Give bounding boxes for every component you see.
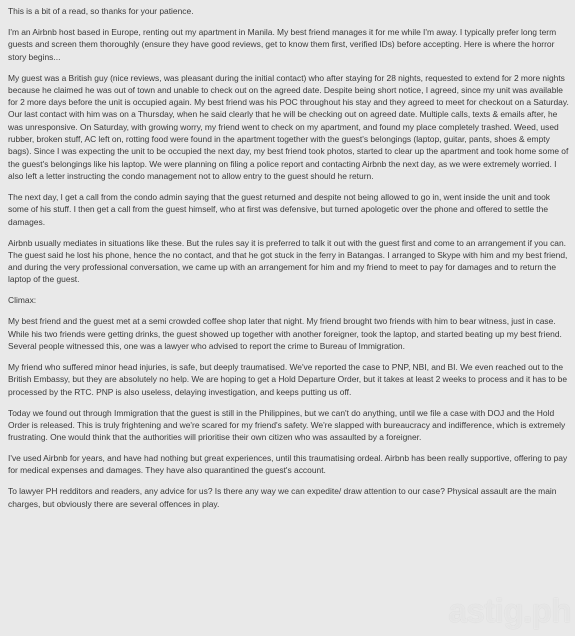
condo-call-paragraph: The next day, I get a call from the condo admin saying that the guest returned and despite not being allowed to go in, went inside the unit and took some of his stuff. I then get a call from the guest himself, who at first was defensive, but turned apologetic over the phone and offered to settle the damages.: [8, 191, 550, 227]
story-paragraph: My guest was a British guy (nice reviews, was pleasant during the initial contact) who after staying for 28 nights, requested to extend for 2 more nights because he claimed he was out of town and unable to check out on the agreed date. Despite being short notice, I agreed, since my unit was available for 2 more days before the unit is occupied again. My best friend was his POC throughout his stay and they agreed to meet for checkout on a Saturday. Our last contact with him was on a Thursday, when he said clearly that he will be checking out on agreed date. Multiple calls, texts & emails after, he was unresponsive. On Saturday, with growing worry, my friend went to check on my apartment, and found my place completely trashed. Weed, used rubber, broken stuff, AC left on, rotting food were found in the apartment together with the guest's belongings (laptop, guitar, pants, shoes & empty bags). Since I was expecting the unit to be occupied the next day, my best friend took photos, started to clear up the apartment and took home some of the guest's belongings like his laptop. We were planning on filing a police report and contacting Airbnb the next day, as we were extremely worried. I also left a letter instructing the condo management not to allow entry to the guest should he return.: [8, 72, 569, 181]
advice-request-paragraph: To lawyer PH redditors and readers, any advice for us? Is there any way we can expedite/ draw attention to our case? Physical assault are the main charges, but obviously there are several offences in play.: [8, 486, 557, 509]
assault-paragraph: My best friend and the guest met at a semi crowded coffee shop later that night. My friend brought two friends with him to bear witness, just in case. While his two friends were getting drinks, the guest showed up together with another foreigner, took the laptop, and started beating up my best friend. Several people witnessed this, one was a lawyer who advised to report the crime to Bureau of Immigration.: [8, 316, 562, 351]
immigration-paragraph: Today we found out through Immigration that the guest is still in the Philippines, but we can't do anything, until we file a case with DOJ and the Hold Order is released. This is truly frightening and we're scared for my friend's safety. We're slapped with bureaucracy and indifference, which is extremely frustrating. One would think that the authorities will prioritise their own citizen who was assaulted by a foreigner.: [8, 407, 566, 443]
airbnb-mediation-paragraph: Airbnb usually mediates in situations like these. But the rules say it is preferred to talk it out with the guest first and come to an arrangement if you can. The guest said he lost his phone, hence the no contact, and that he got stuck in the ferry in Batangas. I arranged to Skype with him and my best friend, and during the very professional conversation, we came up with an arrangement for him and my friend to meet to pay for damages and to return the laptop of the guest.: [8, 237, 568, 285]
background-paragraph: I'm an Airbnb host based in Europe, renting out my apartment in Manila. My best friend manages it for me while I'm away. I typically prefer long term guests and screen them thoroughly (ensure they have good reviews, get to know them first, verified IDs) before accepting. Here is where the horror story begins...: [8, 26, 557, 62]
climax-heading: Climax:: [8, 295, 37, 306]
site-watermark: astig.ph: [448, 592, 571, 629]
airbnb-support-paragraph: I've used Airbnb for years, and have had nothing but great experiences, until this traumatising ordeal. Airbnb has been really supportive, offering to pay for medical expenses and damages. They have also quarantined the guest's account.: [8, 453, 568, 476]
intro-paragraph: This is a bit of a read, so thanks for your patience.: [8, 6, 194, 16]
injuries-paragraph: My friend who suffered minor head injuries, is safe, but deeply traumatised. We've reported the case to PNP, NBI, and BI. We even reached out to the British Embassy, but they are absolutely no help. We are hoping to get a Hold Departure Order, but it takes at least 2 weeks to process and it has to be processed by the RTC. PNP is also useless, delaying investigation, and keeps putting us off.: [8, 361, 568, 397]
